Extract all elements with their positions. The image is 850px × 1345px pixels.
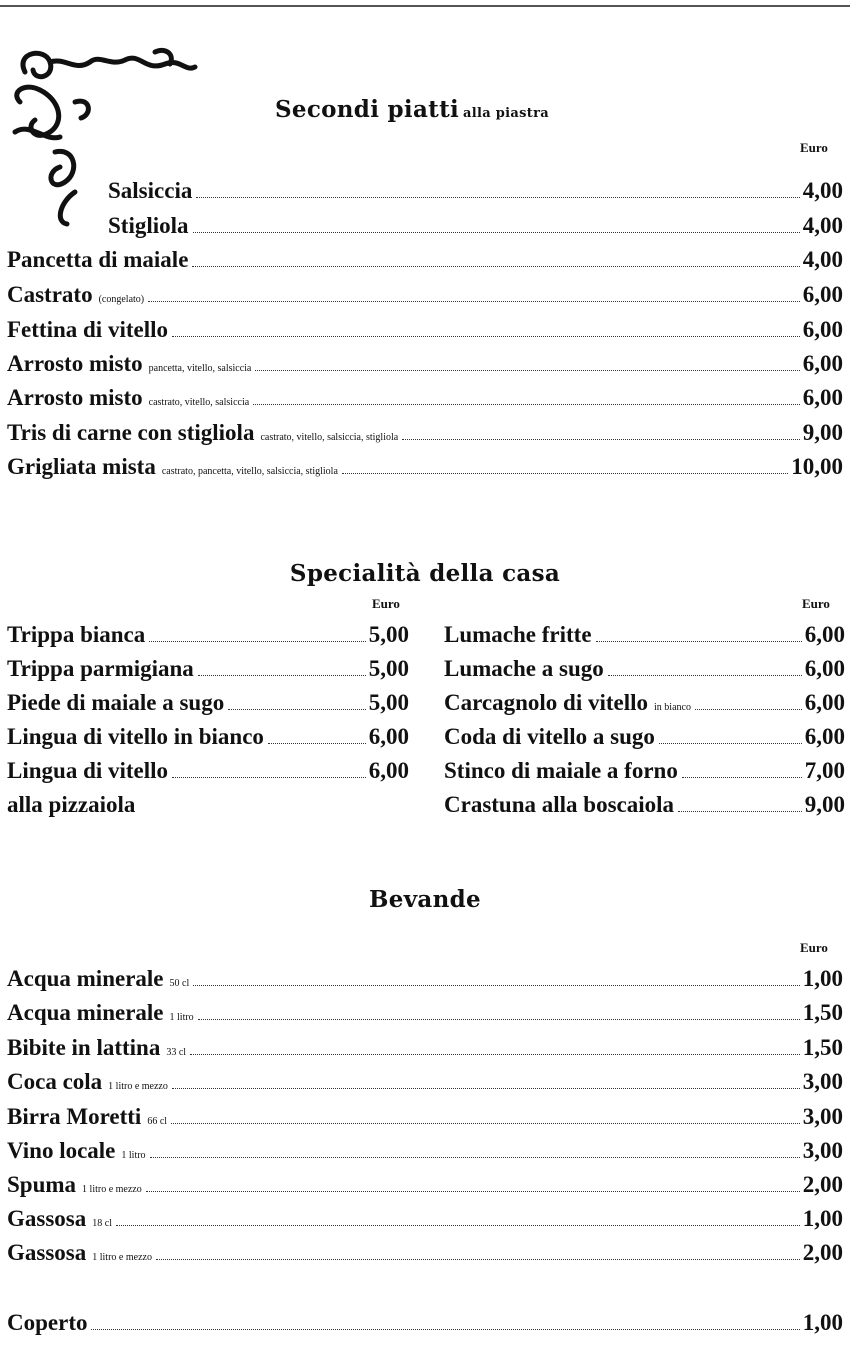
item-price: 5,00 [368, 622, 409, 647]
item-name: Fettina di vitello [7, 317, 168, 342]
item-price: 1,00 [802, 1206, 843, 1231]
item-note: pancetta, vitello, salsiccia [148, 363, 252, 374]
menu-item [7, 1104, 843, 1136]
euro-label: Euro [372, 596, 400, 611]
item-price: 7,00 [804, 758, 845, 783]
menu-item [7, 690, 409, 722]
item-price: 6,00 [368, 724, 409, 749]
item-note: 1 litro [121, 1150, 146, 1161]
dot-leader [116, 1225, 800, 1226]
item-price: 9,00 [804, 792, 845, 817]
dot-leader [146, 1191, 800, 1192]
item-price: 6,00 [368, 758, 409, 783]
item-name: Gassosa [7, 1206, 87, 1231]
item-name: Coca cola [7, 1069, 103, 1094]
item-price: 6,00 [804, 656, 845, 681]
item-price: 2,00 [802, 1172, 843, 1197]
dot-leader [171, 1123, 800, 1124]
item-price: 3,00 [802, 1104, 843, 1129]
item-price: 6,00 [802, 351, 843, 376]
menu-item [7, 385, 843, 417]
item-price: 6,00 [804, 622, 845, 647]
item-name: Salsiccia [108, 178, 193, 203]
section-title-bevande: Bevande [369, 886, 481, 913]
dot-leader [172, 1088, 800, 1089]
item-name: Trippa bianca [7, 622, 146, 647]
item-note: 18 cl [92, 1218, 112, 1229]
item-note: 1 litro e mezzo [108, 1081, 168, 1092]
menu-item [7, 1240, 843, 1272]
euro-label: Euro [800, 140, 828, 155]
item-note: castrato, vitello, salsiccia [148, 397, 250, 408]
item-name: Tris di carne con stigliola [7, 420, 255, 445]
dot-leader [682, 777, 802, 778]
menu-item [7, 656, 409, 688]
item-name: Gassosa [7, 1240, 87, 1265]
item-note: 1 litro e mezzo [92, 1252, 152, 1263]
menu-item [7, 724, 409, 756]
item-name: Castrato [7, 282, 93, 307]
menu-item [7, 454, 843, 486]
dot-leader [608, 675, 802, 676]
dot-leader [156, 1259, 800, 1260]
item-name: Bibite in lattina [7, 1035, 161, 1060]
item-price: 5,00 [368, 690, 409, 715]
dot-leader [228, 709, 366, 710]
dot-leader [91, 1329, 799, 1330]
coperto-item [7, 1310, 843, 1342]
dot-leader [148, 301, 800, 302]
menu-item [7, 1138, 843, 1170]
item-note: castrato, pancetta, vitello, salsiccia, stigliola [161, 466, 338, 477]
menu-item [7, 1206, 843, 1238]
item-price: 2,00 [802, 1240, 843, 1265]
dot-leader [253, 404, 800, 405]
menu-item [7, 420, 843, 452]
item-name: Lumache a sugo [444, 656, 604, 681]
item-note: 50 cl [169, 978, 190, 989]
menu-item [7, 758, 409, 790]
menu-item [7, 1069, 843, 1101]
item-name: Pancetta di maiale [7, 247, 189, 272]
dot-leader [172, 777, 366, 778]
top-rule [0, 5, 850, 7]
item-price: 4,00 [802, 247, 843, 272]
item-name: Spuma [7, 1172, 77, 1197]
item-price: 1,50 [802, 1035, 843, 1060]
item-name: Coda di vitello a sugo [444, 724, 655, 749]
item-price: 6,00 [802, 385, 843, 410]
menu-item [7, 317, 843, 349]
item-note: 66 cl [147, 1116, 168, 1127]
item-name: Lingua di vitello in bianco [7, 724, 264, 749]
item-note: 1 litro [169, 1012, 194, 1023]
menu-item [108, 213, 843, 245]
dot-leader [402, 439, 800, 440]
dot-leader [198, 675, 366, 676]
menu-item [444, 724, 845, 756]
item-price: 6,00 [804, 724, 845, 749]
menu-item [444, 622, 845, 654]
item-name: Lingua di vitello [7, 758, 169, 783]
item-price: 10,00 [791, 454, 843, 479]
item-name: Crastuna alla boscaiola [444, 792, 675, 817]
item-price: 4,00 [802, 178, 843, 203]
item-name: Coperto [7, 1310, 88, 1335]
item-name: Birra Moretti [7, 1104, 142, 1129]
dot-leader [193, 985, 800, 986]
item-name: Vino locale [7, 1138, 116, 1163]
item-note: 33 cl [166, 1047, 187, 1058]
item-name: Trippa parmigiana [7, 656, 194, 681]
item-note: in bianco [654, 702, 691, 713]
menu-item [7, 351, 843, 383]
item-price: 6,00 [804, 690, 845, 715]
dot-leader [192, 266, 799, 267]
item-name: Carcagnolo di vitello [444, 690, 649, 715]
item-price: 5,00 [368, 656, 409, 681]
menu-item [7, 1000, 843, 1032]
dot-leader [659, 743, 802, 744]
dot-leader [193, 232, 800, 233]
item-price: 6,00 [802, 317, 843, 342]
dot-leader [255, 370, 799, 371]
dot-leader [596, 641, 802, 642]
dot-leader [342, 473, 788, 474]
item-note: 1 litro e mezzo [82, 1184, 142, 1195]
menu-item [444, 656, 845, 688]
item-name: Arrosto misto [7, 385, 143, 410]
item-name: Acqua minerale [7, 966, 164, 991]
dot-leader [149, 641, 366, 642]
item-note: (congelato) [98, 294, 145, 305]
menu-item [7, 1035, 843, 1067]
menu-item [444, 690, 845, 722]
dot-leader [268, 743, 366, 744]
item-price: 6,00 [802, 282, 843, 307]
item-price: 1,50 [802, 1000, 843, 1025]
menu-item [7, 282, 843, 314]
menu-item [444, 792, 845, 824]
dot-leader [695, 709, 802, 710]
dot-leader [190, 1054, 800, 1055]
dot-leader [150, 1157, 800, 1158]
item-name: Stinco di maiale a forno [444, 758, 678, 783]
section-title-secondi: Secondi piatti alla piastra [275, 96, 549, 123]
menu-item-continuation: alla pizzaiola [7, 792, 136, 817]
euro-label: Euro [802, 596, 830, 611]
item-name: Stigliola [108, 213, 189, 238]
item-price: 3,00 [802, 1069, 843, 1094]
dot-leader [172, 336, 800, 337]
dot-leader [196, 197, 799, 198]
item-name: Piede di maiale a sugo [7, 690, 225, 715]
dot-leader [678, 811, 802, 812]
menu-item [444, 758, 845, 790]
menu-item [7, 1172, 843, 1204]
item-price: 4,00 [802, 213, 843, 238]
item-price: 3,00 [802, 1138, 843, 1163]
section-title-specialita: Specialità della casa [289, 560, 561, 587]
item-price: 1,00 [802, 966, 843, 991]
item-name: Lumache fritte [444, 622, 592, 647]
item-name: Arrosto misto [7, 351, 143, 376]
menu-item [7, 622, 409, 654]
menu-item [7, 966, 843, 998]
item-name: Grigliata mista [7, 454, 156, 479]
item-note: castrato, vitello, salsiccia, stigliola [260, 432, 399, 443]
item-price: 1,00 [802, 1310, 843, 1335]
dot-leader [198, 1019, 800, 1020]
menu-item [108, 178, 843, 210]
item-name: Acqua minerale [7, 1000, 164, 1025]
menu-item [7, 247, 843, 279]
euro-label: Euro [800, 940, 828, 955]
item-price: 9,00 [802, 420, 843, 445]
